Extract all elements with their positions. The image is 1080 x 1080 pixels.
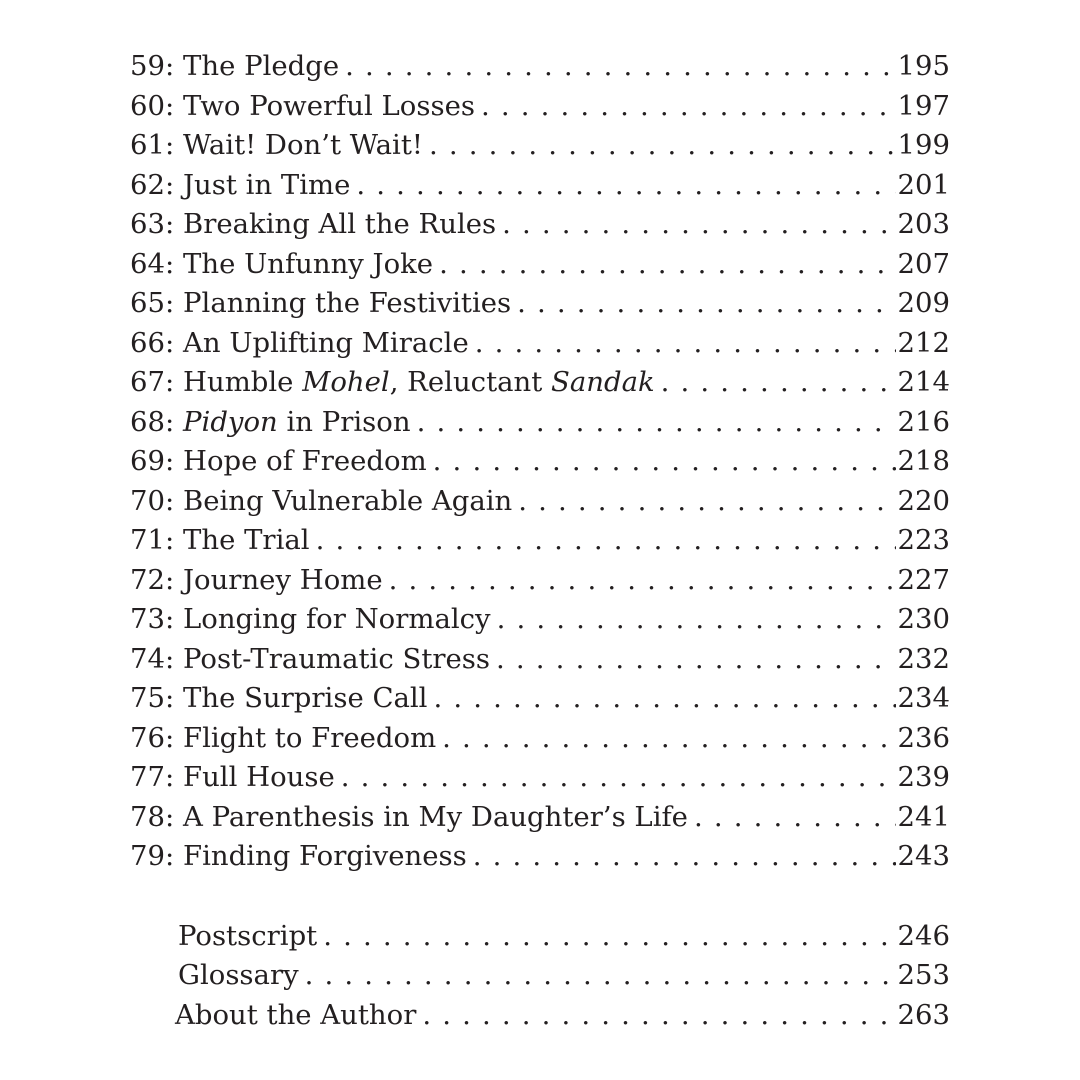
entry-page-number: 246	[897, 919, 950, 952]
toc-entry-about-the-author	[130, 996, 950, 1036]
entry-title: 77: Full House	[130, 761, 335, 793]
toc-entry-79	[130, 837, 950, 877]
toc-entry-postscript	[130, 917, 950, 957]
dot-leader	[518, 482, 895, 522]
dot-leader	[481, 87, 896, 127]
toc-entry-60	[130, 87, 950, 127]
entry-title: 69: Hope of Freedom	[130, 445, 427, 477]
entry-page-number: 243	[897, 840, 950, 872]
toc-entry-71	[130, 521, 950, 561]
dot-leader	[475, 324, 896, 364]
entry-title: About the Author	[175, 998, 417, 1031]
dot-leader	[429, 126, 896, 166]
entry-page-number: 239	[897, 761, 950, 793]
dot-leader	[417, 403, 896, 443]
dot-leader	[389, 561, 896, 601]
entry-page-number: 220	[897, 484, 950, 517]
toc-entry-77	[130, 758, 950, 798]
toc-entry-67	[130, 363, 950, 403]
entry-page-number: 195	[897, 50, 950, 82]
dot-leader	[316, 521, 896, 561]
entry-title: 65: Planning the Festivities	[130, 287, 512, 319]
entry-title: 71: The Trial	[130, 524, 310, 556]
toc-entry-72	[130, 561, 950, 601]
entry-title: 76: Flight to Freedom	[130, 721, 437, 754]
entry-title: 68: Pidyon in Prison	[130, 405, 411, 438]
entry-page-number: 214	[897, 366, 950, 398]
entry-page-number: 203	[897, 208, 950, 240]
table-of-contents	[130, 47, 950, 1035]
entry-title: 61: Wait! Don’t Wait!	[130, 129, 423, 161]
toc-entry-76	[130, 719, 950, 759]
entry-title: 79: Finding Forgiveness	[130, 840, 467, 872]
dot-leader	[439, 245, 895, 285]
toc-entry-59	[130, 47, 950, 87]
toc-entry-66	[130, 324, 950, 364]
dot-leader	[433, 679, 895, 719]
entry-page-number: 230	[897, 603, 950, 635]
entry-title: 63: Breaking All the Rules	[130, 208, 497, 240]
dot-leader	[345, 47, 895, 87]
entry-page-number: 253	[897, 959, 950, 991]
dot-leader	[305, 956, 896, 996]
dot-leader	[496, 640, 895, 680]
entry-page-number: 223	[897, 524, 950, 556]
dot-leader	[341, 758, 896, 798]
entry-title: Postscript	[178, 919, 318, 952]
entry-title: 62: Just in Time	[130, 168, 351, 201]
entry-page-number: 218	[897, 445, 950, 477]
dot-leader	[442, 719, 895, 759]
entry-title: 59: The Pledge	[130, 50, 340, 82]
toc-entry-78	[130, 798, 950, 838]
entry-title: 75: The Surprise Call	[130, 682, 428, 714]
dot-leader	[356, 166, 895, 206]
toc-entry-69	[130, 442, 950, 482]
dot-leader	[497, 600, 896, 640]
toc-entry-61	[130, 126, 950, 166]
entry-page-number: 234	[897, 682, 950, 714]
dot-leader	[473, 837, 896, 877]
entry-page-number: 199	[897, 129, 950, 161]
entry-title: 72: Journey Home	[130, 563, 383, 596]
entry-title: 64: The Unfunny Joke	[130, 247, 434, 280]
toc-entry-73	[130, 600, 950, 640]
dot-leader	[694, 798, 896, 838]
toc-entry-68	[130, 403, 950, 443]
entry-page-number: 263	[897, 998, 950, 1031]
entry-title: Glossary	[178, 959, 299, 991]
entry-page-number: 197	[897, 89, 950, 122]
dot-leader	[323, 917, 895, 957]
entry-page-number: 236	[897, 721, 950, 754]
entry-page-number: 207	[897, 247, 950, 280]
entry-page-number: 212	[897, 326, 950, 359]
toc-entry-65	[130, 284, 950, 324]
toc-entry-64	[130, 245, 950, 285]
entry-page-number: 201	[897, 168, 950, 201]
toc-entry-75	[130, 679, 950, 719]
toc-entry-63	[130, 205, 950, 245]
toc-entry-62	[130, 166, 950, 206]
toc-entry-glossary	[130, 956, 950, 996]
entry-title: 60: Two Powerful Losses	[130, 89, 475, 122]
dot-leader	[502, 205, 895, 245]
entry-title: 67: Humble Mohel, Reluctant Sandak	[130, 366, 655, 398]
entry-page-number: 209	[897, 287, 950, 319]
entry-title: 66: An Uplifting Miracle	[130, 326, 469, 359]
entry-title: 78: A Parenthesis in My Daughter’s Life	[130, 800, 688, 833]
dot-leader	[661, 363, 896, 403]
entry-page-number: 232	[897, 642, 950, 675]
dot-leader	[433, 442, 896, 482]
entry-page-number: 227	[897, 563, 950, 596]
entry-title: 73: Longing for Normalcy	[130, 603, 491, 635]
toc-entry-70	[130, 482, 950, 522]
dot-leader	[517, 284, 895, 324]
entry-page-number: 241	[897, 800, 950, 833]
entry-page-number: 216	[897, 405, 950, 438]
back-matter	[130, 917, 950, 1036]
entry-title: 74: Post-Traumatic Stress	[130, 642, 491, 675]
entry-title: 70: Being Vulnerable Again	[130, 484, 513, 517]
toc-entry-74	[130, 640, 950, 680]
dot-leader	[422, 996, 895, 1036]
